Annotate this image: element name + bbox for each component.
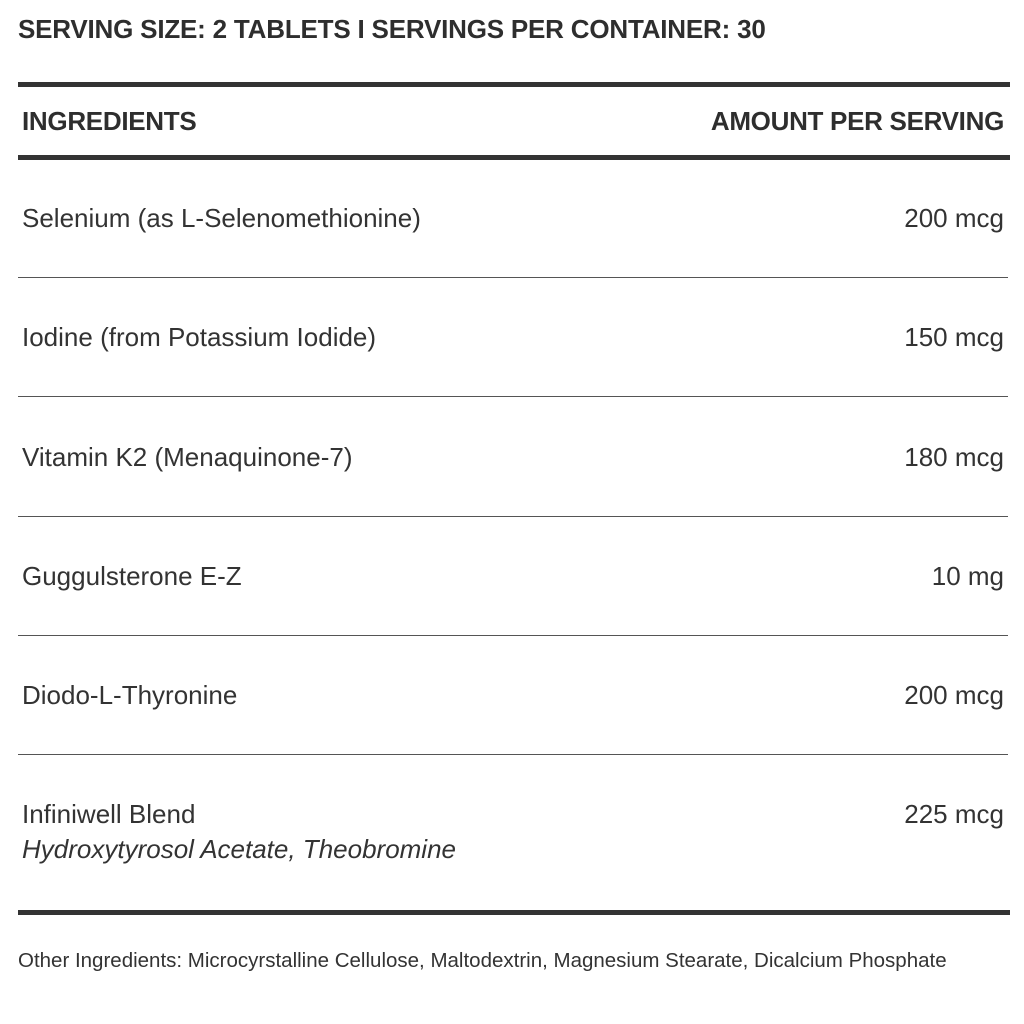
other-ingredients-text: Other Ingredients: Microcyrstalline Cellulose, Maltodextrin, Magnesium Stearate, Dicalcium Phosphate (18, 949, 947, 972)
row-divider (18, 635, 1008, 636)
row-divider (18, 396, 1008, 397)
ingredient-amount-guggulsterone: 10 mg (931, 561, 1004, 591)
ingredient-name-infiniwell-blend: Infiniwell Blend (22, 799, 196, 829)
ingredient-amount-iodine: 150 mcg (904, 322, 1004, 352)
row-divider (18, 516, 1008, 517)
header-thick-rule (18, 155, 1010, 160)
top-thick-rule (18, 82, 1010, 87)
row-divider (18, 277, 1008, 278)
ingredient-name-vitamin-k2: Vitamin K2 (Menaquinone-7) (22, 442, 353, 472)
ingredient-name-diodo-l-thyronine: Diodo-L-Thyronine (22, 680, 238, 710)
row-divider (18, 754, 1008, 755)
ingredient-name-selenium: Selenium (as L-Selenomethionine) (22, 203, 421, 233)
ingredient-sub-infiniwell-blend: Hydroxytyrosol Acetate, Theobromine (22, 834, 457, 864)
ingredients-column-header: INGREDIENTS (22, 106, 197, 136)
amount-column-header: AMOUNT PER SERVING (710, 106, 1004, 136)
ingredient-amount-diodo-l-thyronine: 200 mcg (904, 680, 1004, 710)
ingredient-name-guggulsterone: Guggulsterone E-Z (22, 561, 242, 591)
ingredient-amount-vitamin-k2: 180 mcg (904, 442, 1004, 472)
bottom-thick-rule (18, 910, 1010, 915)
ingredient-name-iodine: Iodine (from Potassium Iodide) (22, 322, 377, 352)
ingredient-amount-selenium: 200 mcg (904, 203, 1004, 233)
ingredient-amount-infiniwell-blend: 225 mcg (904, 799, 1004, 829)
serving-size-line: SERVING SIZE: 2 TABLETS I SERVINGS PER CONTAINER: 30 (18, 14, 766, 44)
